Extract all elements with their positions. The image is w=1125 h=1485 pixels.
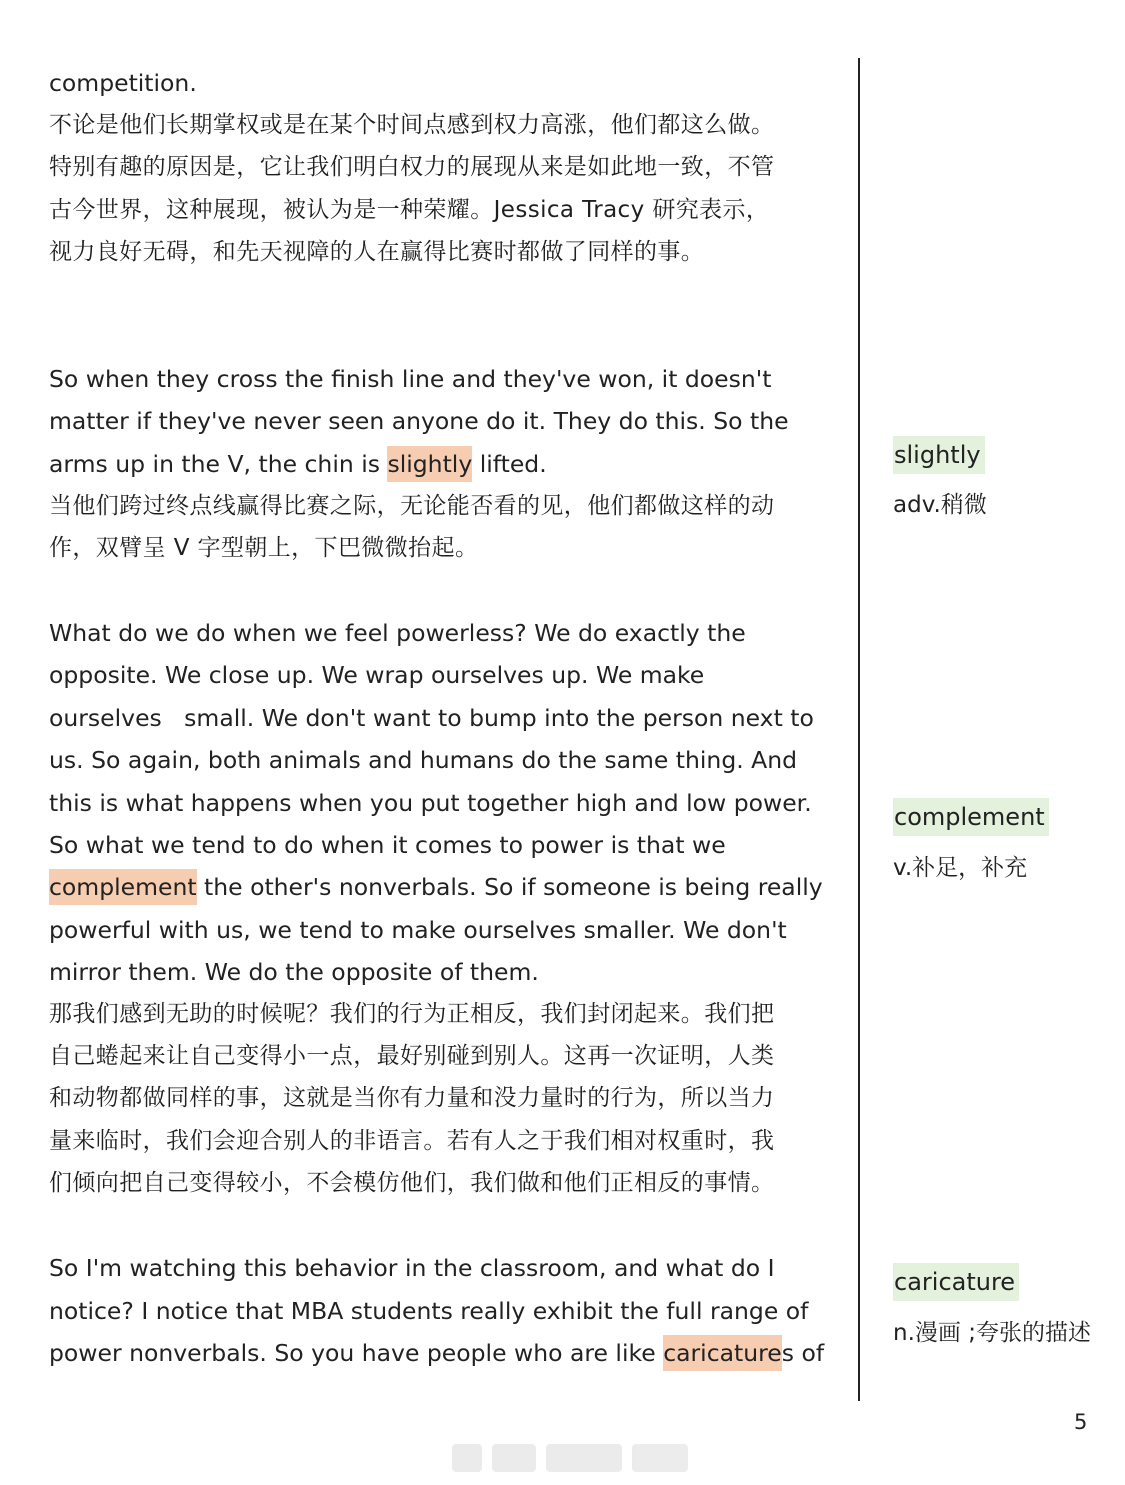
chinese-line: 不论是他们长期掌权或是在某个时间点感到权力高涨，他们都这么做。 — [49, 112, 775, 138]
english-line: competition. — [49, 69, 197, 97]
chinese-line: 特别有趣的原因是，它让我们明白权力的展现从来是如此地一致，不管 — [49, 154, 775, 180]
column-divider — [858, 58, 860, 1401]
watermark — [452, 1444, 688, 1472]
english-line: mirror them. We do the opposite of them. — [49, 958, 539, 986]
watermark-block — [546, 1444, 622, 1472]
vocab-word: complement — [893, 798, 1049, 836]
english-line: matter if they've never seen anyone do it. They do this. So the — [49, 407, 789, 435]
watermark-block — [492, 1444, 536, 1472]
chinese-line: 那我们感到无助的时候呢？我们的行为正相反，我们封闭起来。我们把 — [49, 1001, 775, 1027]
highlighted-word: complement — [49, 869, 197, 905]
english-line: notice? I notice that MBA students really exhibit the full range of — [49, 1297, 809, 1325]
text-run: s of — [781, 1339, 825, 1367]
english-line: opposite. We close up. We wrap ourselves up. We make — [49, 661, 705, 689]
english-line: us. So again, both animals and humans do the same thing. And — [49, 746, 798, 774]
vocab-definition: n.漫画 ;夸张的描述 — [893, 1320, 1091, 1346]
chinese-line: 作，双臂呈 V 字型朝上，下巴微微抬起。 — [49, 535, 479, 561]
english-line: So when they cross the finish line and they've won, it doesn't — [49, 365, 772, 393]
vocab-word: slightly — [893, 436, 985, 474]
highlighted-word: slightly — [387, 446, 472, 482]
english-line: What do we do when we feel powerless? We do exactly the — [49, 619, 746, 647]
chinese-line: 们倾向把自己变得较小，不会模仿他们，我们做和他们正相反的事情。 — [49, 1170, 775, 1196]
english-line: this is what happens when you put together high and low power. — [49, 789, 812, 817]
highlighted-word: caricature — [663, 1335, 782, 1371]
chinese-line: 古今世界，这种展现，被认为是一种荣耀。Jessica Tracy 研究表示， — [49, 197, 770, 223]
watermark-block — [632, 1444, 688, 1472]
chinese-line: 当他们跨过终点线赢得比赛之际，无论能否看的见，他们都做这样的动 — [49, 493, 775, 519]
vocab-definition: v.补足，补充 — [893, 855, 1028, 881]
watermark-block — [452, 1444, 482, 1472]
chinese-line: 视力良好无碍，和先天视障的人在赢得比赛时都做了同样的事。 — [49, 239, 705, 265]
text-run: the other's nonverbals. So if someone is being really — [196, 873, 823, 901]
english-line — [49, 1338, 824, 1368]
chinese-line: 量来临时，我们会迎合别人的非语言。若有人之于我们相对权重时，我 — [49, 1128, 775, 1154]
english-line — [49, 872, 823, 902]
english-line: So what we tend to do when it comes to power is that we — [49, 831, 726, 859]
text-run: lifted. — [472, 450, 547, 478]
vocab-definition: adv.稍微 — [893, 492, 987, 518]
chinese-line: 自己蜷起来让自己变得小一点，最好别碰到别人。这再一次证明，人类 — [49, 1043, 775, 1069]
english-line: ourselves small. We don't want to bump into the person next to — [49, 704, 814, 732]
english-line: powerful with us, we tend to make ourselves smaller. We don't — [49, 916, 787, 944]
english-line — [49, 449, 547, 479]
text-run: power nonverbals. So you have people who are like — [49, 1339, 664, 1367]
vocab-word: caricature — [893, 1263, 1019, 1301]
chinese-line: 和动物都做同样的事，这就是当你有力量和没力量时的行为，所以当力 — [49, 1085, 775, 1111]
page-number: 5 — [1074, 1410, 1088, 1434]
text-run: arms up in the V, the chin is — [49, 450, 388, 478]
english-line: So I'm watching this behavior in the classroom, and what do I — [49, 1254, 775, 1282]
